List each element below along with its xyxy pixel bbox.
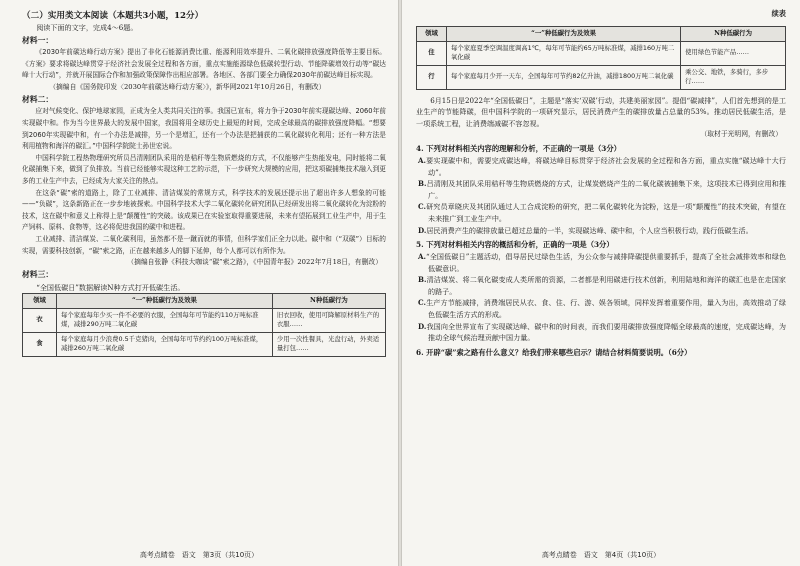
- question-6-stem: 6. 开辟“碳”索之路有什么意义？给我们带来哪些启示？请结合材料简要说明。（6分）: [416, 347, 692, 357]
- option-text: 吕清刚及其团队采用秸秆等生物质燃烧的方式，让煤炭燃烧产生的二氧化碳被捕集下来，这项技术已得到应用和推广。: [426, 179, 786, 200]
- material3-text: 6月15日是2022年“全国低碳日”，主题是“落实‘双碳’行动，共建美丽家园”。提倡“碳减排”，人们首先想到的是工业生产的节能降碳，但中国科学院的一项研究显示，居民消费产生的碳排放量占总量的53%。推动居民低碳生活，是一项系统工程，让消费端减碳不容忽视。: [416, 95, 786, 128]
- material3-source: （取材于光明网，有删改）: [700, 130, 782, 139]
- material3-intro: “全国低碳日”数据解读N种方式打开低碳生活。: [36, 282, 185, 292]
- table-row: [417, 65, 786, 89]
- material1-title: 材料一：: [22, 35, 54, 45]
- material2-source: （摘编自张静《科技大咖谈“碳”索之路》，《中国青年报》2022年7月18日，有删改）: [127, 258, 382, 267]
- option-label: A.: [418, 252, 426, 262]
- table-cell-domain: 住: [417, 41, 447, 65]
- table-header-n-behaviors: N种低碳行为: [272, 294, 385, 309]
- table-cell-effect: 每个家庭每月少开一天车，全国每年可节约82亿升油，减排1800万吨二氧化碳: [447, 65, 681, 89]
- option-text: 我国向全世界宣布了实现碳达峰、碳中和的时间表，而我们要用碳排放强度降幅全球最高的速度，完成碳达峰，为推动全球气候治理贡献中国力量。: [426, 321, 786, 343]
- material1-text: 《2030年前碳达峰行动方案》提出了非化石能源消费比重、能源利用效率提升、二氧化碳排放强度降低等主要目标。《方案》要求将碳达峰贯穿于经济社会发展全过程和各方面，重点实施能源绿色低碳转型行动、节能降碳增效行动等“碳达峰十大行动”，并就开展国际合作和加强政策保障作出相应部署。各地区、各部门要全力确保2030年前碳达峰目标实现。: [22, 48, 386, 80]
- question-5-option-c: [416, 297, 786, 320]
- option-text: “全国低碳日”主题活动，倡导居民过绿色生活，为公众参与减排降碳提供重要抓手，提高了全社会减排效率和绿色低碳意识。: [425, 252, 786, 273]
- table-header-domain: 领域: [23, 294, 57, 309]
- question-5-option-a: [416, 251, 786, 274]
- option-label: C.: [418, 298, 426, 308]
- page-footer-left: 高考点睛卷 语文 第3页（共10页）: [139, 551, 259, 559]
- option-text: 研究员章晓庆及其团队通过人工合成淀粉的研究，把二氧化碳转化为淀粉，这是一项“颠覆性”的技术突破，有望在未来推广到工业生产中。: [426, 202, 786, 224]
- question-5-stem: 5. 下列对材料相关内容的概括和分析，正确的一项是（3分）: [416, 240, 614, 250]
- material2-paragraph-2: 中国科学院工程热物理研究所员吕清刚团队采用的是秸秆等生物质燃烧的方式，不仅能够产生热能发电，同时能将二氧化碳捕集下来，做到了负排放。当前已经能够实现这种工艺的示范，下一步研究大规模的应用，把这项碳捕集技术融入到更多的工业生产中去，已经成为大家关注的热点。: [22, 153, 386, 185]
- table-cell-effect: 每个家庭每年少买一件不必要的衣服，全国每年可节能约110万吨标准煤，减排290万吨二氧化碳: [57, 308, 273, 332]
- table-header-n-behaviors: N种低碳行为: [681, 27, 786, 42]
- continued-label: 续表: [771, 9, 786, 18]
- option-text: 要实现碳中和，需要完成碳达峰，将碳达峰目标贯穿于经济社会发展的全过程和各方面，重点实施“碳达峰十大行动”。: [425, 156, 786, 177]
- option-label: A.: [418, 156, 426, 166]
- table-row: [417, 41, 786, 65]
- material2-title: 材料二：: [22, 94, 54, 104]
- question-4-option-b: [416, 178, 786, 201]
- table-row: [23, 308, 386, 332]
- material2-paragraph-4: 工业减排、清洁煤炭、二氧化碳利用，虽然都不是一蹴而就的事情，但科学家们正全力以赴。碳中和（“双碳”）目标的实现，需要科技创新，“碳”索之路，正在越来越多人的脚下延伸，每个人都可以有所作为。: [22, 234, 386, 255]
- material2-paragraph-1: 应对气候变化、保护地球家园，正成为全人类共同关注的事。我国已宣布，将力争于2030年前实现碳达峰、2060年前实现碳中和。作为当今世界最大的发展中国家，我国将用全球历史上最短的时间，完成全球最高的碳排放强度降幅。“想要到2060年实现碳中和，有一个办法是减排，另一个是增汇，还有一个办法是把捕获的二氧化碳转化利用；还有一种方法是利用植物和海洋的碳汇。”中国科学院院士孙世宏说。: [22, 107, 386, 151]
- material3-title: 材料三：: [22, 270, 54, 280]
- low-carbon-table-continued: [416, 26, 786, 90]
- table-cell-effect: 每个家庭每月少浪费0.5千克猪肉，全国每年可节约约100万吨标准煤，减排260万吨二氧化碳: [57, 332, 273, 356]
- material2-paragraph-3: 在这条“碳”索的道路上，除了工业减排、清洁煤炭的常规方式，科学技术的发展还提示出了超出许多人想象的可能——“负碳”，这条新路正在一步步地被探索。中国科学技术大学二氧化碳转化研究团队已经研发出将二氧化碳转化为淀粉的技术，这在碳中和意义上称得上是“颠覆性”的突破。该成果已在实验室取得重要进展，未来有望拓展到工业生产中，用于生产饲料、原料、食物等，这必将促进我国的碳中和进程。: [22, 188, 386, 232]
- option-text: 清洁煤炭、将二氧化碳变成人类所需的资源，二者都是利用碳进行技术创新，利用陆地和海洋的碳汇也是在走国家的路子。: [426, 275, 786, 296]
- question-4-stem: 4. 下列对材料相关内容的理解和分析，不正确的一项是（3分）: [416, 144, 621, 154]
- table-row: [23, 332, 386, 356]
- exam-page-right: [402, 0, 800, 566]
- exam-page-left: [0, 0, 398, 566]
- instruction: 阅读下面的文字，完成4～6题。: [36, 23, 138, 32]
- question-4-option-d: [416, 225, 786, 237]
- option-label: B.: [418, 275, 427, 285]
- question-5-option-b: [416, 274, 786, 297]
- table-header-domain: 领域: [417, 27, 447, 42]
- table-cell-other: 少用一次性餐具，光盘行动，外卖适量打包……: [272, 332, 385, 356]
- table-header-one-behavior: “一”种低碳行为及效果: [57, 294, 273, 309]
- low-carbon-table: [22, 293, 386, 357]
- option-text: 生产方节能减排，消费端居民从衣、食、住、行、游、娱各领域，同样发挥着重要作用，量入为出，高效推动了绿色低碳生活方式的形成。: [426, 298, 786, 319]
- table-cell-effect: 每个家庭夏季空调温度调高1℃，每年可节能约65万吨标准煤，减排160万吨二氧化碳: [447, 41, 681, 65]
- table-cell-other: 乘公交、地铁，多骑行，多步行……: [681, 65, 786, 89]
- table-cell-domain: 衣: [23, 308, 57, 332]
- table-cell-other: 旧衣回收，使用可降解原材料生产的衣服……: [272, 308, 385, 332]
- section-title: （二）实用类文本阅读（本题共3小题，12分）: [22, 11, 204, 21]
- option-label: D.: [418, 321, 427, 331]
- question-5-option-d: [416, 321, 786, 344]
- question-4-option-a: [416, 155, 786, 178]
- page-footer-right: 高考点睛卷 语文 第4页（共10页）: [541, 551, 661, 559]
- option-label: D.: [418, 225, 427, 235]
- option-label: C.: [418, 202, 426, 212]
- table-cell-other: 使用绿色节能产品……: [681, 41, 786, 65]
- option-text: 居民消费产生的碳排放量已超过总量的一半，实现碳达峰、碳中和，个人应当积极行动，践行低碳生活。: [426, 225, 753, 235]
- material1-source: （摘编自《国务院印发〈2030年前碳达峰行动方案〉》，新华网2021年10月26日，有删改）: [49, 82, 326, 91]
- question-4-option-c: [416, 201, 786, 224]
- option-label: B.: [418, 179, 427, 189]
- table-header-one-behavior: “一”种低碳行为及效果: [447, 27, 681, 42]
- table-cell-domain: 食: [23, 332, 57, 356]
- table-cell-domain: 行: [417, 65, 447, 89]
